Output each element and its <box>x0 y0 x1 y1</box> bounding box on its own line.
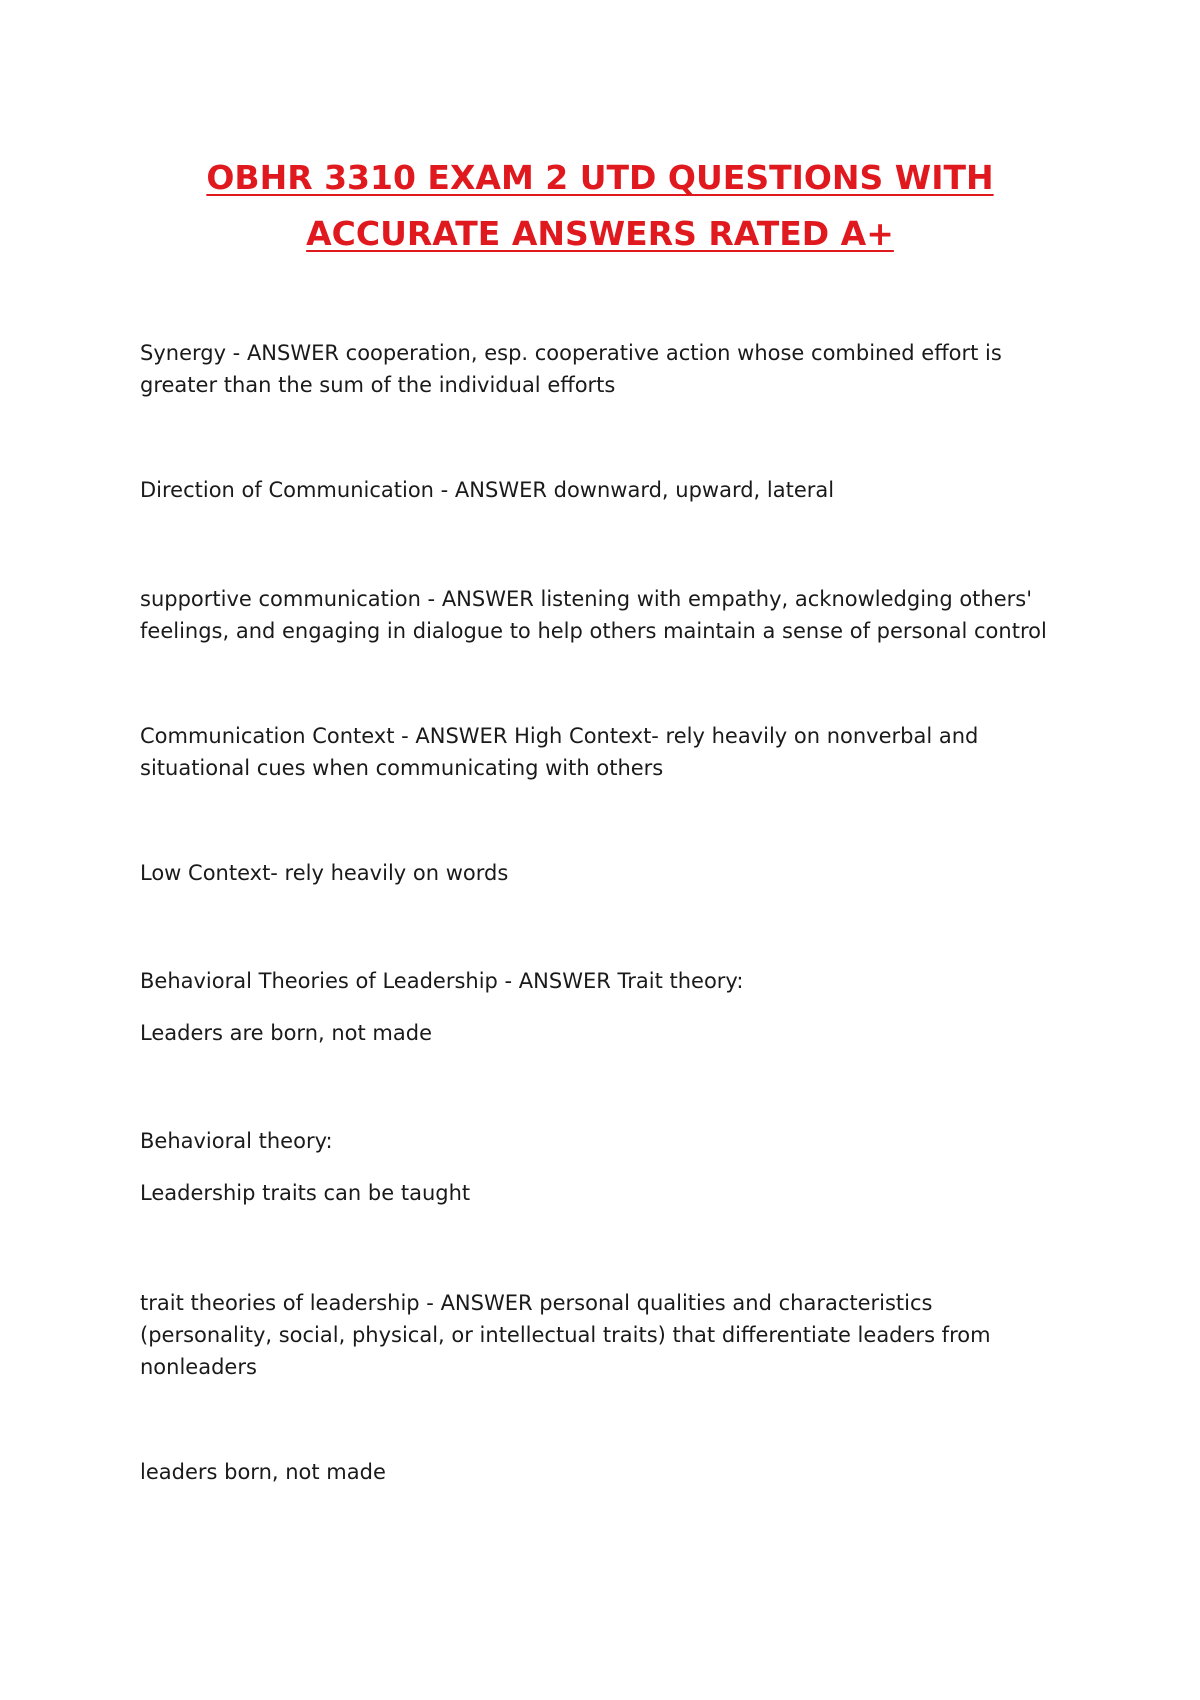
paragraph-synergy: Synergy - ANSWER cooperation, esp. cooperative action whose combined effort is greater than the sum of the individual efforts <box>140 341 1002 397</box>
paragraph-leadership-traits-can-be-taught: Leadership traits can be taught <box>140 1181 471 1205</box>
paragraph-behavioral-theory: Behavioral theory: <box>140 1129 333 1153</box>
paragraph-leaders-born: leaders born, not made <box>140 1460 386 1484</box>
paragraph-direction-of-communication: Direction of Communication - ANSWER downward, upward, lateral <box>140 478 835 502</box>
document-title <box>0 150 1200 262</box>
title-line-1: OBHR 3310 EXAM 2 UTD QUESTIONS WITH <box>206 158 994 197</box>
paragraph-trait-theories-of-leadership: trait theories of leadership - ANSWER personal qualities and characteristics (personality, social, physical, or intellectual traits) that differentiate leaders from nonleaders <box>140 1291 991 1379</box>
paragraph-low-context: Low Context- rely heavily on words <box>140 861 509 885</box>
paragraph-leaders-born-not-made: Leaders are born, not made <box>140 1021 433 1045</box>
title-line-2: ACCURATE ANSWERS RATED A+ <box>306 214 894 253</box>
paragraph-communication-context: Communication Context - ANSWER High Context- rely heavily on nonverbal and situational cues when communicating with others <box>140 724 979 780</box>
paragraph-behavioral-theories-of-leadership: Behavioral Theories of Leadership - ANSWER Trait theory: <box>140 969 744 993</box>
paragraph-supportive-communication: supportive communication - ANSWER listening with empathy, acknowledging others' feelings, and engaging in dialogue to help others maintain a sense of personal control <box>140 587 1047 643</box>
